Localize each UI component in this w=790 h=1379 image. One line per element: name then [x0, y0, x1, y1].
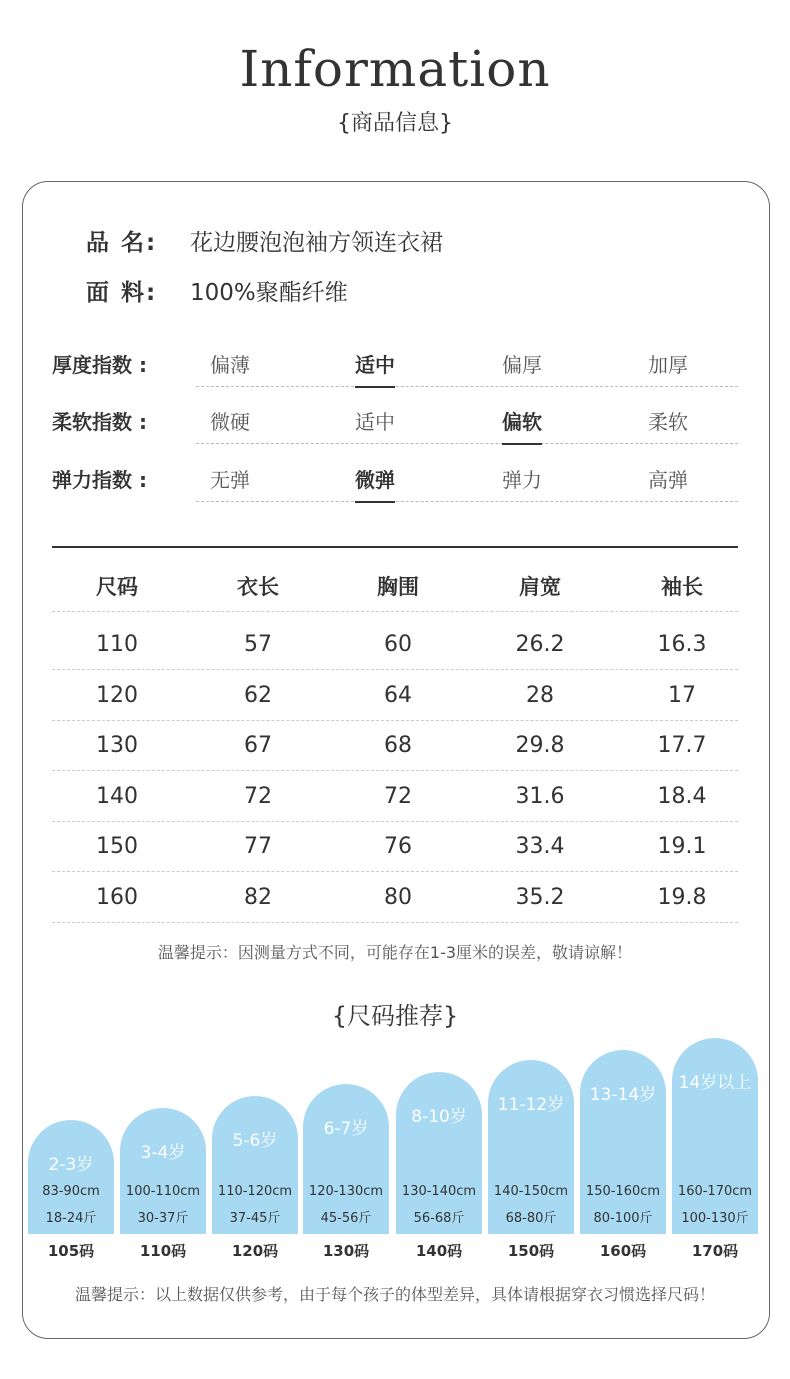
arch-size-code: 160码 — [599, 1242, 647, 1260]
index-option — [355, 406, 445, 435]
product-name-value: 花边腰泡泡袖方领连衣裙 — [190, 230, 443, 256]
arch-weight: 56-68斤 — [413, 1211, 465, 1226]
table-cell: 62 — [244, 682, 272, 708]
recommend-title: {尺码推荐} — [331, 1002, 459, 1030]
arch-age: 8-10岁 — [411, 1107, 467, 1127]
index-option — [210, 406, 300, 435]
index-row — [52, 400, 742, 444]
size-arch — [672, 1038, 758, 1234]
index-label: 柔软指数 : — [52, 410, 147, 434]
table-cell: 80 — [384, 884, 412, 910]
index-row — [52, 458, 742, 502]
table-cell: 17 — [668, 682, 696, 708]
table-cell: 130 — [96, 733, 138, 758]
table-cell: 160 — [96, 884, 138, 910]
table-header-cell: 胸围 — [377, 575, 419, 599]
table-cell: 82 — [244, 884, 272, 910]
table-header-cell: 袖长 — [661, 575, 703, 599]
arch-height: 83-90cm — [42, 1184, 100, 1199]
table-cell: 110 — [96, 632, 138, 657]
table-cell: 72 — [244, 783, 272, 809]
arch-height: 110-120cm — [217, 1184, 293, 1199]
table-cell: 76 — [384, 834, 412, 859]
table-header-cell: 尺码 — [96, 575, 138, 599]
arch-size-code: 150码 — [507, 1242, 555, 1260]
table-cell: 150 — [96, 834, 138, 859]
arch-size-code: 130码 — [322, 1242, 370, 1260]
index-option-text: 偏厚 — [502, 353, 542, 377]
table-cell: 72 — [384, 783, 412, 809]
measurement-note: 温馨提示：因测量方式不同，可能存在1-3厘米的误差，敬请谅解！ — [157, 943, 633, 962]
arch-height: 130-140cm — [401, 1184, 477, 1199]
arch-weight: 68-80斤 — [505, 1211, 557, 1226]
table-row — [52, 873, 738, 923]
table-cell: 16.3 — [657, 632, 707, 657]
table-cell: 35.2 — [515, 884, 565, 910]
table-header-cell: 肩宽 — [519, 575, 561, 599]
fabric-value: 100%聚酯纤维 — [190, 280, 348, 306]
arch-age: 2-3岁 — [48, 1155, 94, 1175]
arch-size-code: 110码 — [139, 1242, 187, 1260]
table-cell: 68 — [384, 733, 412, 758]
table-cell: 57 — [244, 632, 272, 657]
index-option-text: 柔软 — [648, 410, 688, 434]
index-option — [648, 349, 738, 378]
table-row — [52, 822, 738, 872]
arch-age: 5-6岁 — [232, 1131, 278, 1151]
arch-height: 120-130cm — [308, 1184, 384, 1199]
table-cell: 29.8 — [515, 733, 565, 758]
fabric-label: 面 料: — [86, 280, 158, 306]
arch-height: 140-150cm — [493, 1184, 569, 1199]
table-cell: 31.6 — [515, 783, 565, 809]
index-label: 弹力指数 : — [52, 468, 147, 492]
page-title: Information — [239, 40, 551, 98]
arch-size-code: 170码 — [691, 1242, 739, 1260]
arch-size-code: 105码 — [47, 1242, 95, 1260]
index-dashed-line — [196, 501, 738, 502]
arch-weight: 30-37斤 — [137, 1211, 189, 1226]
table-cell: 19.8 — [657, 884, 707, 910]
arch-age: 3-4岁 — [140, 1143, 186, 1163]
table-cell: 60 — [384, 632, 412, 657]
table-cell: 67 — [244, 733, 272, 758]
index-option — [210, 349, 300, 378]
index-option-text: 高弹 — [648, 468, 688, 492]
index-option-text: 微弹 — [355, 464, 395, 503]
index-option — [502, 349, 592, 378]
table-row — [52, 620, 738, 670]
arch-weight: 100-130斤 — [681, 1211, 749, 1226]
index-option-text: 无弹 — [210, 468, 250, 492]
table-top-rule — [52, 546, 738, 548]
index-option-text: 偏软 — [502, 406, 542, 445]
table-row — [52, 671, 738, 721]
fabric-row — [86, 274, 348, 307]
table-cell: 26.2 — [515, 632, 565, 657]
arch-age: 13-14岁 — [589, 1085, 657, 1105]
arch-weight: 45-56斤 — [320, 1211, 372, 1226]
arch-age: 6-7岁 — [323, 1119, 369, 1139]
index-row — [52, 343, 742, 387]
index-option — [648, 406, 738, 435]
table-row — [52, 721, 738, 771]
table-cell: 19.1 — [657, 834, 707, 859]
table-row — [52, 772, 738, 822]
index-option-text: 微硬 — [210, 410, 250, 434]
table-cell: 64 — [384, 682, 412, 708]
table-cell: 17.7 — [657, 733, 707, 758]
index-option — [648, 464, 738, 493]
arch-weight: 37-45斤 — [229, 1211, 281, 1226]
product-name-label: 品 名: — [86, 230, 158, 256]
arch-height: 100-110cm — [125, 1184, 201, 1199]
table-cell: 140 — [96, 783, 138, 809]
index-label: 厚度指数 : — [52, 353, 147, 377]
arch-size-code: 140码 — [415, 1242, 463, 1260]
table-header-cell: 衣长 — [237, 575, 279, 599]
table-cell: 120 — [96, 682, 138, 708]
arch-age: 14岁以上 — [678, 1073, 752, 1093]
index-option-selected — [502, 406, 592, 445]
index-option-selected — [355, 349, 445, 388]
arch-weight: 18-24斤 — [45, 1211, 97, 1226]
page-subtitle: {商品信息} — [337, 111, 453, 136]
index-option — [502, 464, 592, 493]
table-cell: 18.4 — [657, 783, 707, 809]
index-option — [210, 464, 300, 493]
index-option-text: 偏薄 — [210, 353, 250, 377]
table-cell: 28 — [526, 682, 554, 708]
index-option-text: 适中 — [355, 410, 395, 434]
arch-height: 160-170cm — [677, 1184, 753, 1199]
table-cell: 77 — [244, 834, 272, 859]
index-dashed-line — [196, 443, 738, 444]
table-cell: 33.4 — [515, 834, 565, 859]
index-option-selected — [355, 464, 445, 503]
index-option-text: 弹力 — [502, 468, 542, 492]
index-option-text: 适中 — [355, 349, 395, 388]
arch-age: 11-12岁 — [497, 1095, 565, 1115]
product-name-row — [86, 224, 443, 257]
arch-size-code: 120码 — [231, 1242, 279, 1260]
index-dashed-line — [196, 386, 738, 387]
reference-note: 温馨提示：以上数据仅供参考，由于每个孩子的体型差异，具体请根据穿衣习惯选择尺码！ — [74, 1285, 715, 1304]
arch-height: 150-160cm — [585, 1184, 661, 1199]
arch-weight: 80-100斤 — [593, 1211, 653, 1226]
index-option-text: 加厚 — [648, 353, 688, 377]
table-header-row — [52, 562, 738, 612]
